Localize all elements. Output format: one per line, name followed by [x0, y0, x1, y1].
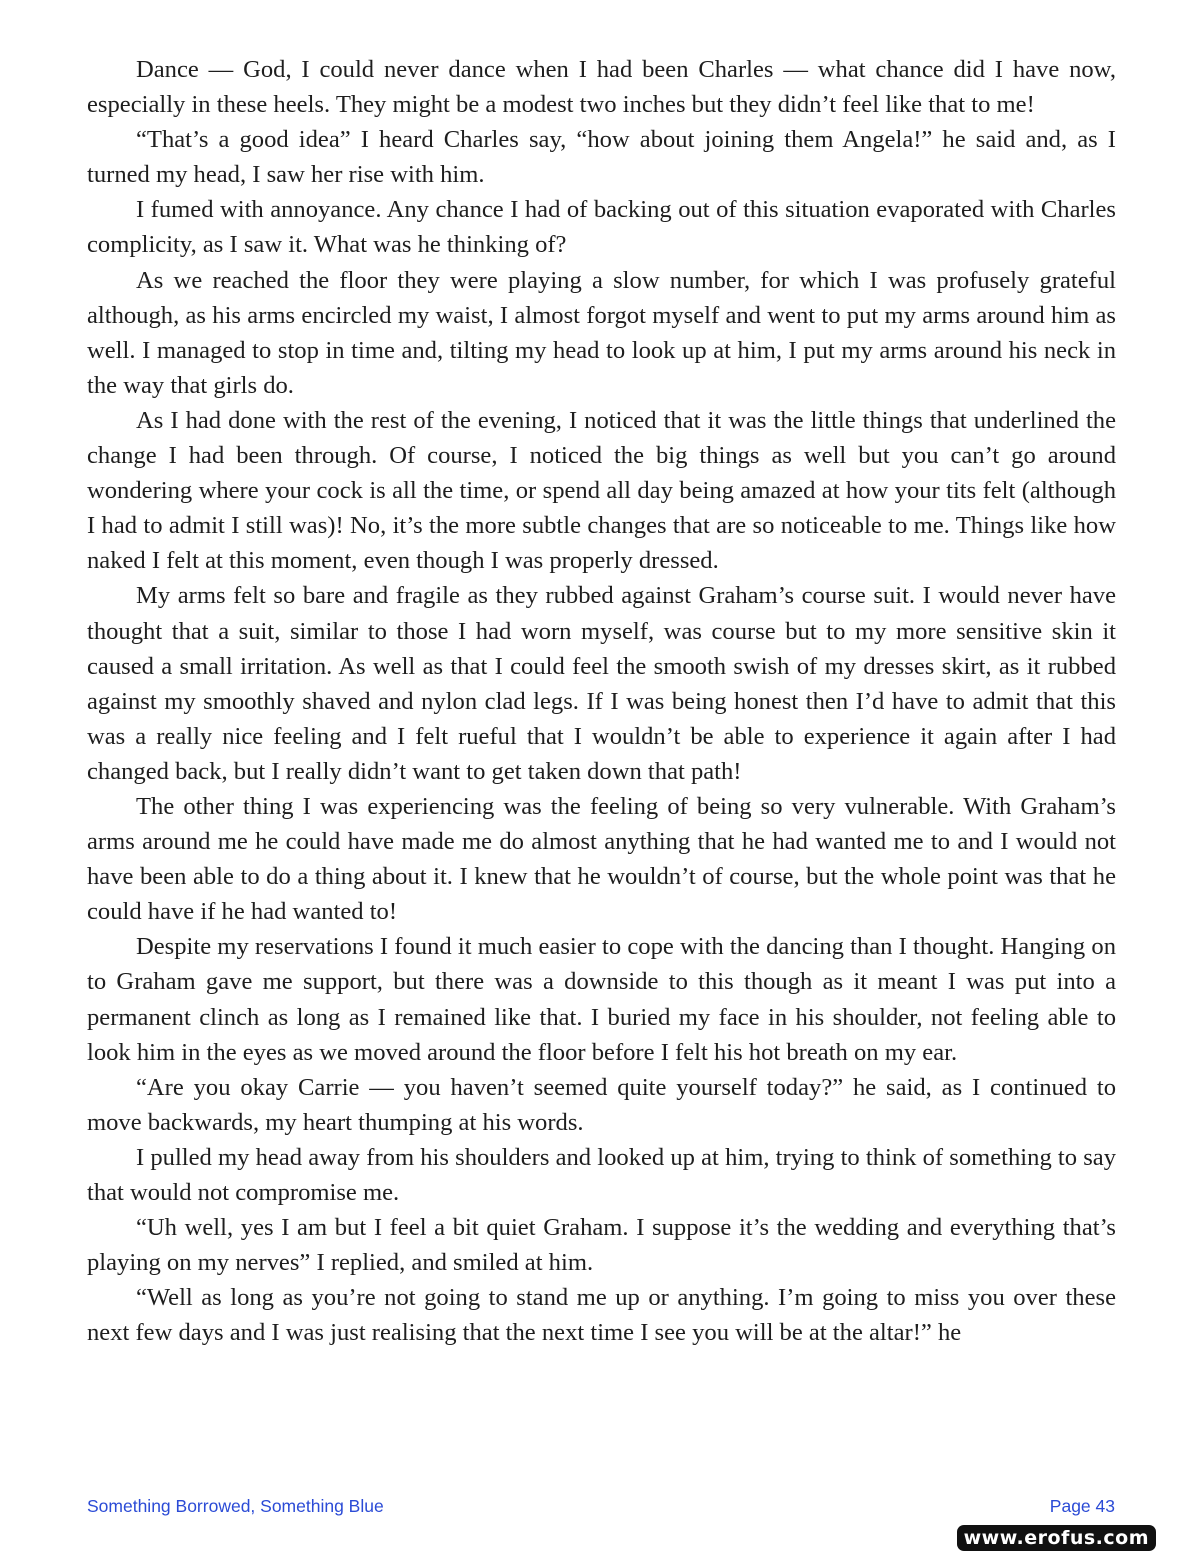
paragraph: My arms felt so bare and fragile as they rubbed against Graham’s course suit. I would never have thought that a suit, similar to those I had worn myself, was course but to my more sensitive skin it caused a small irritation. As well as that I could feel the smooth swish of my dresses skirt, as it rubbed against my smoothly shaved and nylon clad legs. If I was being honest then I’d have to admit that this was a really nice feeling and I felt rueful that I wouldn’t be able to experience it again after I had changed back, but I really didn’t want to get taken down that path! — [87, 582, 1116, 785]
footer-page-number: Page 43 — [1049, 1496, 1115, 1516]
paragraph: The other thing I was experiencing was the feeling of being so very vulnerable. With Graham’s arms around me he could have made me do almost anything that he had wanted me to and I would not have been able to do a thing about it. I knew that he wouldn’t of course, but the whole point was that he could have if he had wanted to! — [87, 792, 1116, 926]
paragraph: As we reached the floor they were playing a slow number, for which I was profusely grateful although, as his arms encircled my waist, I almost forgot myself and went to put my arms around him as well. I managed to stop in time and, tilting my head to look up at him, I put my arms around his neck in the way that girls do. — [87, 266, 1116, 399]
paragraph: “Well as long as you’re not going to stand me up or anything. I’m going to miss you over these next few days and I was just realising that the next time I see you will be at the altar!” he — [87, 1284, 1116, 1347]
paragraph: “Uh well, yes I am but I feel a bit quiet Graham. I suppose it’s the wedding and everything that’s playing on my nerves” I replied, and smiled at him. — [87, 1214, 1116, 1277]
paragraph: “Are you okay Carrie — you haven’t seemed quite yourself today?” he said, as I continued to move backwards, my heart thumping at his words. — [87, 1073, 1116, 1136]
paragraph: Dance — God, I could never dance when I had been Charles — what chance did I have now, especially in these heels. They might be a modest two inches but they didn’t feel like that to me! — [87, 56, 1116, 119]
paragraph: As I had done with the rest of the evening, I noticed that it was the little things that underlined the change I had been through. Of course, I noticed the big things as well but you can’t go around wondering where your cock is all the time, or spend all day being amazed at how your tits felt (although I had to admit I still was)! No, it’s the more subtle changes that are so noticeable to me. Things like how naked I felt at this moment, even though I was properly dressed. — [87, 406, 1116, 575]
paragraph: “That’s a good idea” I heard Charles say, “how about joining them Angela!” he said and, as I turned my head, I saw her rise with him. — [87, 126, 1116, 189]
watermark: www.erofus.com — [957, 1525, 1156, 1551]
paragraph: Despite my reservations I found it much easier to cope with the dancing than I thought. Hanging on to Graham gave me support, but there was a downside to this though as it meant I was put into a permanent clinch as long as I remained like that. I buried my face in his shoulder, not feeling able to look him in the eyes as we moved around the floor before I felt his hot breath on my ear. — [87, 933, 1116, 1066]
paragraph: I fumed with annoyance. Any chance I had of backing out of this situation evaporated with Charles complicity, as I saw it. What was he thinking of? — [87, 196, 1116, 259]
body-text — [87, 52, 1116, 1350]
paragraph: I pulled my head away from his shoulders and looked up at him, trying to think of something to say that would not compromise me. — [87, 1143, 1116, 1206]
footer-book-title: Something Borrowed, Something Blue — [87, 1496, 384, 1516]
